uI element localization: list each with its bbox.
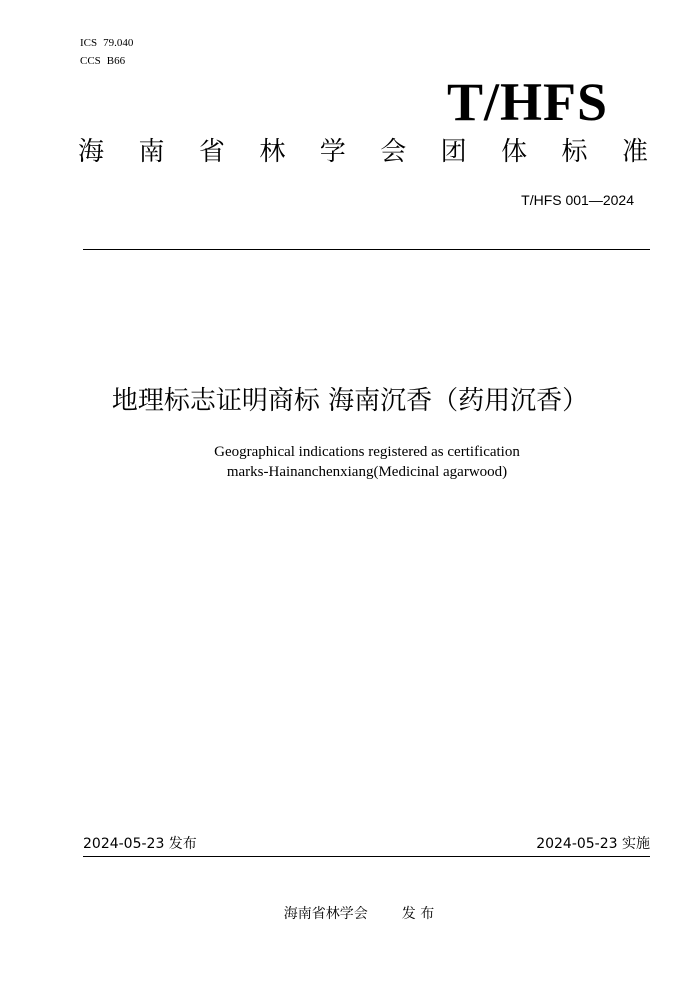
ccs-row <box>80 52 133 70</box>
footer-divider <box>83 856 650 857</box>
ccs-code: B66 <box>106 55 126 67</box>
org-char: 学 <box>319 137 346 167</box>
date-row <box>83 835 650 853</box>
ics-code: 79.040 <box>103 37 134 49</box>
org-char: 海 <box>78 137 105 167</box>
header-divider <box>83 249 650 250</box>
org-char: 林 <box>259 137 286 167</box>
publish-date: 2024-05-23 发布 <box>83 836 197 852</box>
english-title-line: Geographical indications registered as certification <box>214 444 520 460</box>
org-char: 标 <box>561 137 588 167</box>
standard-number: T/HFS 001—2024 <box>521 192 634 208</box>
org-char: 省 <box>198 137 225 167</box>
issuer-name: 海南省林学会 <box>283 906 368 922</box>
standard-brand-logo: T/HFS <box>446 72 608 132</box>
org-char: 准 <box>621 137 648 167</box>
organization-standard-heading <box>78 134 648 170</box>
ics-row <box>80 34 133 52</box>
implementation-date: 2024-05-23 实施 <box>536 836 650 852</box>
org-char: 团 <box>440 137 467 167</box>
issuer-action: 发 布 <box>401 906 435 922</box>
document-title-english <box>0 442 700 482</box>
ccs-label: CCS <box>80 55 101 67</box>
classification-codes <box>80 34 133 70</box>
org-char: 体 <box>501 137 528 167</box>
org-char: 会 <box>380 137 407 167</box>
ics-label: ICS <box>80 37 98 49</box>
org-char: 南 <box>138 137 165 167</box>
document-title-chinese: 地理标志证明商标 海南沉香（药用沉香） <box>111 386 589 416</box>
issuer-line <box>0 905 700 923</box>
english-title-line: marks-Hainanchenxiang(Medicinal agarwood) <box>226 464 508 480</box>
